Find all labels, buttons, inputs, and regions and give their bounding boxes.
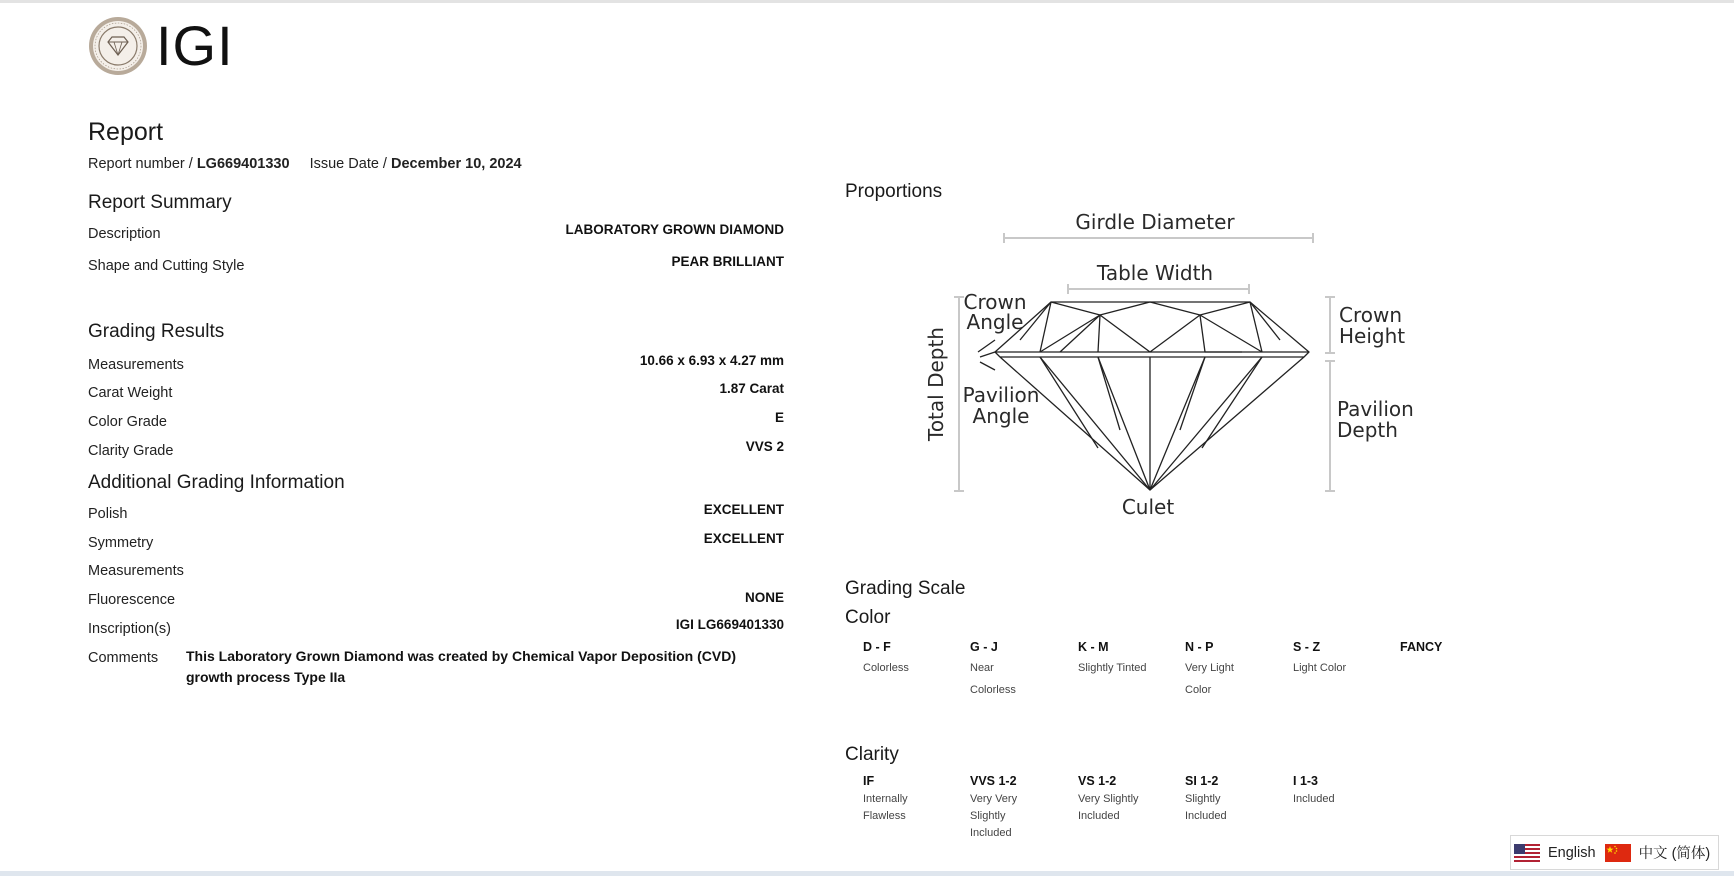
scale-grade: I 1-3	[1293, 774, 1319, 788]
pavilion-angle-label-1: Pavilion	[962, 383, 1040, 407]
scale-desc: Slightly Tinted	[1078, 662, 1147, 674]
comments-value: This Laboratory Grown Diamond was created by Chemical Vapor Deposition (CVD) growth process Type IIa	[186, 648, 736, 685]
pavilion-depth-label-1: Pavilion	[1337, 397, 1414, 421]
additional-row-polish	[88, 502, 784, 524]
color-scale-item	[1400, 638, 1500, 656]
pavilion-angle-label-2: Angle	[972, 404, 1030, 428]
scale-grade: S - Z	[1293, 640, 1321, 654]
grading-row-carat	[88, 381, 784, 403]
china-flag-icon	[1605, 844, 1631, 862]
us-flag-icon	[1514, 844, 1540, 862]
summary-row-description	[88, 222, 784, 244]
color-scale-item	[1293, 638, 1393, 679]
row-label: Polish	[88, 506, 128, 522]
clarity-scale-item	[1185, 772, 1285, 825]
igi-logo[interactable]	[88, 15, 234, 77]
row-value: EXCELLENT	[703, 531, 784, 546]
row-value: VVS 2	[745, 439, 784, 454]
row-label: Measurements	[88, 563, 184, 579]
row-label: Inscription(s)	[88, 621, 171, 637]
additional-row-inscription	[88, 617, 784, 639]
language-switcher	[1510, 835, 1719, 870]
crown-angle-label-1: Crown	[963, 290, 1027, 314]
grading-scale-title: Grading Scale	[845, 578, 966, 599]
language-label: 中文 (简体)	[1638, 846, 1711, 862]
scale-desc: Near	[970, 662, 994, 674]
report-title: Report	[88, 118, 164, 146]
color-scale-item	[1078, 638, 1188, 679]
scale-desc: Flawless	[863, 810, 906, 822]
row-value: IGI LG669401330	[675, 617, 784, 632]
brand-name: IGI	[156, 14, 234, 77]
clarity-scale-item	[863, 772, 963, 825]
pavilion-depth-label-2: Depth	[1337, 418, 1398, 442]
report-meta	[88, 156, 522, 172]
scale-desc: Light Color	[1293, 662, 1347, 674]
row-value: 1.87 Carat	[719, 381, 784, 396]
row-label: Symmetry	[88, 535, 154, 551]
row-value: PEAR BRILLIANT	[671, 254, 784, 269]
row-value: 10.66 x 6.93 x 4.27 mm	[639, 353, 784, 368]
scale-desc: Colorless	[970, 684, 1016, 696]
row-label: Color Grade	[88, 414, 167, 430]
report-summary-title: Report Summary	[88, 192, 232, 213]
clarity-scale-title: Clarity	[845, 744, 899, 765]
proportions-diagram	[910, 205, 1430, 525]
girdle-diameter-label: Girdle Diameter	[1075, 210, 1235, 234]
language-option-english[interactable]	[1514, 844, 1596, 862]
scale-desc: Slightly	[1185, 793, 1221, 805]
scale-grade: VS 1-2	[1078, 774, 1117, 788]
scale-desc: Included	[1293, 793, 1335, 805]
summary-row-shape	[88, 254, 784, 276]
scale-grade: G - J	[970, 640, 998, 654]
row-label: Carat Weight	[88, 385, 173, 401]
clarity-scale-item	[970, 772, 1070, 842]
scale-desc: Included	[970, 827, 1012, 839]
clarity-scale-item	[1293, 772, 1393, 808]
scale-desc: Color	[1185, 684, 1212, 696]
color-scale-item	[1185, 638, 1285, 701]
language-option-chinese[interactable]	[1605, 842, 1711, 863]
scale-desc: Colorless	[863, 662, 909, 674]
row-value: E	[774, 410, 784, 425]
scale-desc: Internally	[863, 793, 908, 805]
proportions-title: Proportions	[845, 181, 943, 202]
row-value: LABORATORY GROWN DIAMOND	[565, 222, 784, 237]
additional-row-symmetry	[88, 531, 784, 553]
top-border	[0, 0, 1734, 3]
grading-row-measurements	[88, 353, 784, 375]
scale-grade: IF	[863, 774, 875, 788]
grading-results-title: Grading Results	[88, 321, 225, 342]
scale-grade: K - M	[1078, 640, 1109, 654]
row-label: Description	[88, 226, 161, 242]
color-scale-item	[863, 638, 963, 679]
crown-angle-label-2: Angle	[966, 310, 1024, 334]
color-scale-title: Color	[845, 607, 891, 628]
row-value: EXCELLENT	[703, 502, 784, 517]
grading-row-color	[88, 410, 784, 432]
scale-desc: Included	[1078, 810, 1120, 822]
grading-row-clarity	[88, 439, 784, 461]
comments-label: Comments	[88, 650, 159, 666]
row-label: Measurements	[88, 357, 184, 373]
scale-grade: SI 1-2	[1185, 774, 1219, 788]
bottom-scrollbar-track[interactable]	[0, 871, 1734, 876]
scale-grade: N - P	[1185, 640, 1214, 654]
crown-height-label-2: Height	[1339, 324, 1406, 348]
report-number-label: Report number /	[88, 156, 197, 172]
additional-row-fluorescence	[88, 588, 784, 610]
language-label: English	[1548, 844, 1596, 861]
color-scale-item	[970, 638, 1070, 701]
igi-seal-icon	[88, 16, 148, 76]
scale-grade: VVS 1-2	[970, 774, 1017, 788]
additional-row-measurements	[88, 559, 784, 581]
scale-desc: Very Slightly	[1078, 793, 1139, 805]
scale-grade: D - F	[863, 640, 891, 654]
clarity-scale-item	[1078, 772, 1178, 825]
scale-desc: Very Light	[1185, 662, 1234, 674]
issue-date-label: Issue Date /	[309, 156, 391, 172]
scale-desc: Slightly	[970, 810, 1006, 822]
row-value: NONE	[744, 590, 784, 605]
total-depth-label: Total Depth	[924, 327, 948, 441]
scale-desc: Included	[1185, 810, 1227, 822]
culet-label: Culet	[1121, 495, 1175, 519]
row-label: Fluorescence	[88, 592, 176, 608]
scale-desc: Very Very	[970, 793, 1018, 805]
issue-date: December 10, 2024	[391, 156, 522, 172]
table-width-label: Table Width	[1096, 261, 1214, 285]
report-number: LG669401330	[196, 156, 290, 172]
additional-grading-title: Additional Grading Information	[88, 472, 345, 493]
row-label: Clarity Grade	[88, 443, 174, 459]
crown-height-label-1: Crown	[1339, 303, 1403, 327]
row-label: Shape and Cutting Style	[88, 258, 245, 274]
scale-grade: FANCY	[1400, 640, 1443, 654]
